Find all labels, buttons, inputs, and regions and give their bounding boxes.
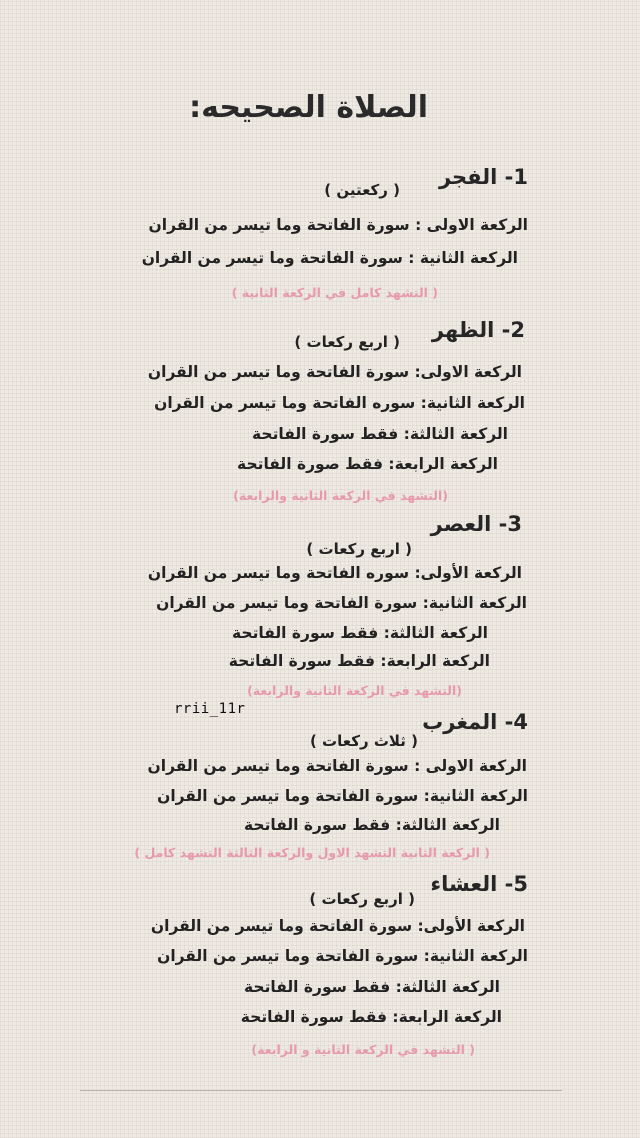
tashahhud-note: (التشهد في الركعة الثانية والرابعة) [233,488,448,503]
rakat-count-dhuhr: ( اربع ركعات ) [294,333,400,351]
prayer-heading-isha: 5- العشاء [430,872,528,896]
page-title: الصلاة الصحيحه: [189,90,428,125]
tashahhud-note: ( التشهد في الركعة الثانية و الرابعة) [251,1042,475,1057]
rakat-count-asr: ( اربع ركعات ) [306,540,412,558]
rakah-line: الركعة الاولى: سورة الفاتحة وما تيسر من القران [147,363,522,381]
rakah-line: الركعة الاولى : سورة الفاتحة وما تيسر من القران [148,216,528,234]
rakah-line: الركعة الثانية : سورة الفاتحة وما تيسر من القران [141,249,518,267]
tashahhud-note: ( الركعة الثانية التشهد الاول والركعة الثالثة التشهد كامل ) [134,845,490,860]
rakat-count-fajr: ( ركعتين ) [324,181,400,199]
rakah-line: الركعة الثالثة: فقط سورة الفاتحة [252,425,508,443]
rakah-line: الركعة الثانية: سوره الفاتحة وما تيسر من القران [154,394,525,412]
rakat-count-maghrib: ( ثلاث ركعات ) [309,732,418,750]
rakah-line: الركعة الرابعة: فقط سورة الفاتحة [240,1008,502,1026]
prayer-heading-maghrib: 4- المغرب [422,710,528,734]
rakah-line: الركعة الاولى : سورة الفاتحة وما تيسر من القران [147,757,527,775]
rakah-line: الركعة الثانية: سورة الفاتحة وما تيسر من القران [157,787,528,805]
rakah-line: الركعة الثالثة: فقط سورة الفاتحة [232,624,488,642]
bottom-divider [80,1090,562,1091]
watermark-text: rrii_11r [174,701,246,717]
rakah-line: الركعة الثالثة: فقط سورة الفاتحة [244,978,500,996]
rakah-line: الركعة الأولى: سوره الفاتحة وما تيسر من القران [147,564,522,582]
prayer-heading-asr: 3- العصر [430,512,522,536]
rakah-line: الركعة الرابعة: فقط سورة الفاتحة [228,652,490,670]
prayer-heading-fajr: 1- الفجر [438,165,528,189]
rakah-line: الركعة الثالثة: فقط سورة الفاتحة [244,816,500,834]
tashahhud-note: ( التشهد كامل في الركعة الثانية ) [231,285,438,300]
rakah-line: الركعة الرابعة: فقط صورة الفاتحة [237,455,498,473]
tashahhud-note: (التشهد في الركعة الثانية والرابعة) [247,683,462,698]
rakat-count-isha: ( اربع ركعات ) [309,890,415,908]
prayer-heading-dhuhr: 2- الظهر [431,318,525,342]
rakah-line: الركعة الثانية: سورة الفاتحة وما تيسر من القران [157,947,528,965]
rakah-line: الركعة الثانية: سورة الفاتحة وما تيسر من القران [156,594,527,612]
rakah-line: الركعة الأولى: سورة الفاتحة وما تيسر من القران [150,917,525,935]
